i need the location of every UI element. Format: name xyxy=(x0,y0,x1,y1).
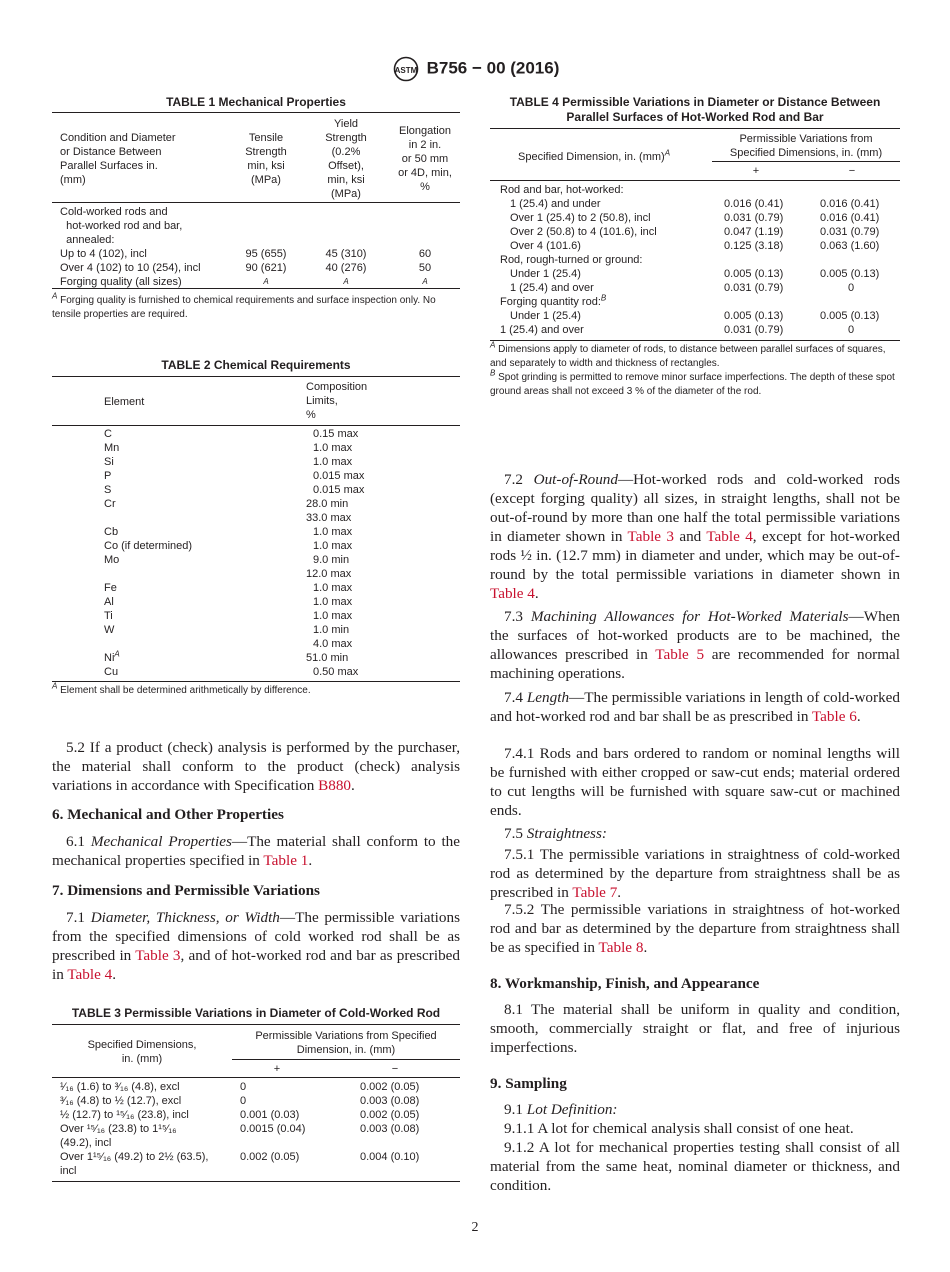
para-7-4-1: 7.4.1 Rods and bars ordered to random or nominal lengths will be furnished with either cropped or saw-cut ends; material ordered to cut lengths will be furnished with square saw-cut or machined ends. xyxy=(490,745,900,819)
table4-bottom-rule xyxy=(490,340,900,341)
table4-plus-cell: 0.047 (1.19) xyxy=(724,226,784,238)
table1-col-elongation: or 50 mm xyxy=(401,153,449,165)
table4-row-label: Rod, rough-turned or ground: xyxy=(500,254,643,266)
para-7-1: 7.1 Diameter, Thickness, or Width—The permissible variations from the specified dimensions of cold worked rod shall be as prescribed in Table 3, and of hot-worked rod and bar as prescribed in Table 4. xyxy=(52,909,460,983)
table4-row-label: 1 (25.4) and over xyxy=(510,282,594,294)
table1-col-condition: Condition and Diameter xyxy=(60,132,176,144)
table3-minus-cell: 0.003 (0.08) xyxy=(360,1123,420,1135)
link-b880[interactable]: B880 xyxy=(318,777,352,794)
designation: B756 − 00 (2016) xyxy=(426,58,560,78)
page-number: 2 xyxy=(471,1220,479,1235)
table1-cell-yield: A xyxy=(343,277,349,286)
table1-row-label: hot-worked rod and bar, xyxy=(60,220,183,232)
table1-footnote: $^A$ Forging quality is furnished to chemical requirements and surface inspection only. No tensile properties are required. xyxy=(52,291,436,320)
table2-limit: 0.015 max xyxy=(313,470,365,482)
table3-bottom-rule xyxy=(52,1181,460,1182)
table4-plus-cell: 0.031 (0.79) xyxy=(724,282,784,294)
table1-cell-tensile: 90 (621) xyxy=(245,262,287,274)
para-7-2: 7.2 Out-of-Round—Hot-worked rods and cold-worked rods (except forging quality) all sizes, in straight lengths, shall not be out-of-round by more than one half the total permissible variations in diameter shown in Table 3 and Table 4, except for hot-worked rods ½ in. (12.7 mm) in diameter and under, which may be out-of-round by the total permissible variations in diameter shown in Table 4. xyxy=(490,471,901,602)
table2-top-rule xyxy=(52,376,460,377)
table3-dimension: Over ¹⁵⁄₁₆ (23.8) to 1¹⁵⁄₁₆ xyxy=(60,1123,177,1135)
table3-col-variations: Dimension, in. (mm) xyxy=(296,1044,396,1056)
table2-col-element: Element xyxy=(104,396,145,408)
table3-dimension: ¹⁄₁₆ (1.6) to ³⁄₁₆ (4.8), excl xyxy=(60,1081,180,1093)
table2-limit: 1.0 max xyxy=(313,610,353,622)
table1-cell-elongation: 50 xyxy=(418,262,432,274)
table4-row-label: Under 1 (25.4) xyxy=(510,310,581,322)
table4-row-label: 1 (25.4) and under xyxy=(510,198,601,210)
table2-element: Cu xyxy=(104,666,119,678)
table4-plus-cell: 0.016 (0.41) xyxy=(724,198,784,210)
table2-limit: 9.0 min xyxy=(313,554,350,566)
table4-col-variations: Permissible Variations from xyxy=(739,133,873,145)
table2-limit: 51.0 min xyxy=(306,652,349,664)
table2-element: S xyxy=(104,484,112,496)
table1-cell-elongation: 60 xyxy=(418,248,432,260)
para-7-5-1: 7.5.1 The permissible variations in straightness of cold-worked rod as determined by the departure from straightness shall be as prescribed in Table 7. xyxy=(490,846,900,901)
table4-minus-cell: 0.005 (0.13) xyxy=(820,268,880,280)
table4-col-dimension: Specified Dimension, in. (mm)$^A$ xyxy=(518,148,671,163)
para-6-1: 6.1 Mechanical Properties—The material shall conform to the mechanical properties specified in Table 1. xyxy=(52,833,461,869)
table1-row-label: Cold-worked rods and xyxy=(60,206,168,218)
link-table8[interactable]: Table 8 xyxy=(598,939,644,956)
table1-col-yield: min, ksi xyxy=(327,174,365,186)
table3-minus-cell: 0.004 (0.10) xyxy=(360,1151,420,1163)
table1-col-condition: (mm) xyxy=(60,174,86,186)
table3-top-rule xyxy=(52,1024,460,1025)
table2-limit: 1.0 min xyxy=(313,624,350,636)
table1-col-tensile: Tensile xyxy=(248,132,284,144)
link-table5[interactable]: Table 5 xyxy=(655,646,705,663)
table4-minus: − xyxy=(848,165,856,177)
table4-footnote-a: $^A$ Dimensions apply to diameter of rods, to distance between parallel surfaces of squares, and separately to width and thickness of rectangles. xyxy=(490,340,886,369)
table2-element: Co (if determined) xyxy=(104,540,193,552)
table3-dimension: ³⁄₁₆ (4.8) to ½ (12.7), excl xyxy=(60,1095,182,1107)
table4-minus-cell: 0.031 (0.79) xyxy=(820,226,880,238)
astm-logo-icon xyxy=(391,56,421,82)
table3-col-dimensions: in. (mm) xyxy=(121,1053,163,1065)
table1-col-yield: Offset), xyxy=(328,160,364,172)
table2-limit: 33.0 max xyxy=(306,512,352,524)
table1-col-yield: (0.2% xyxy=(331,146,361,158)
table3-plus-cell: 0.002 (0.05) xyxy=(240,1151,300,1163)
link-table1[interactable]: Table 1 xyxy=(263,852,309,869)
table1-cell-tensile: A xyxy=(263,277,269,286)
table4-plus-cell: 0.125 (3.18) xyxy=(724,240,784,252)
table3-plus-cell: 0 xyxy=(240,1081,247,1093)
table2-element: Si xyxy=(104,456,114,468)
table1-cell-elongation: A xyxy=(422,277,428,286)
table2-limit: 1.0 max xyxy=(313,526,353,538)
para-7-5: 7.5 Straightness: xyxy=(504,825,607,842)
para-7-5-2: 7.5.2 The permissible variations in straightness of hot-worked rod and bar as determined by the departure from straightness shall be as specified in Table 8. xyxy=(490,901,900,956)
table1-row-label: Forging quality (all sizes) xyxy=(60,276,182,288)
table1-cell-tensile: 95 (655) xyxy=(245,248,287,260)
table3-dimension: incl xyxy=(60,1165,77,1177)
para-7-3: 7.3 Machining Allowances for Hot-Worked Materials—When the surfaces of hot-worked products are to be machined, the allowances prescribed in Table 5 are recommended for normal machining operations. xyxy=(490,608,901,682)
table1-col-yield: (MPa) xyxy=(331,188,361,200)
table2-footnote: $^A$ Element shall be determined arithmetically by difference. xyxy=(52,681,311,696)
table4-minus-cell: 0.063 (1.60) xyxy=(820,240,880,252)
table2-element: Mo xyxy=(104,554,120,566)
table2-element: Ti xyxy=(104,610,113,622)
link-table3[interactable]: Table 3 xyxy=(135,947,181,964)
table4-plus-cell: 0.031 (0.79) xyxy=(724,212,784,224)
link-table6[interactable]: Table 6 xyxy=(811,708,857,725)
table1-col-condition: or Distance Between xyxy=(60,146,162,158)
table3-plus-cell: 0.001 (0.03) xyxy=(240,1109,300,1121)
table2-element: Cr xyxy=(104,498,116,510)
table3-minus: − xyxy=(391,1063,399,1075)
table4-top-rule xyxy=(490,128,900,129)
link-table4[interactable]: Table 4 xyxy=(67,966,113,983)
table4-minus-cell: 0 xyxy=(848,282,855,294)
table2-limit: 1.0 max xyxy=(313,456,353,468)
link-table4-b[interactable]: Table 4 xyxy=(706,528,753,545)
table2-limit: 0.15 max xyxy=(313,428,359,440)
table4-col-variations: Specified Dimensions, in. (mm) xyxy=(729,147,883,159)
table1-bottom-rule xyxy=(52,288,460,289)
table4-sub-rule xyxy=(712,161,900,162)
table4-row-label: Over 4 (101.6) xyxy=(510,240,581,252)
heading-7: 7. Dimensions and Permissible Variations xyxy=(52,882,320,899)
table3-minus-cell: 0.002 (0.05) xyxy=(360,1081,420,1093)
table4-row-label: Under 1 (25.4) xyxy=(510,268,581,280)
table4-minus-cell: 0.016 (0.41) xyxy=(820,198,880,210)
table3-dimension: ½ (12.7) to ¹⁵⁄₁₆ (23.8), incl xyxy=(60,1109,189,1121)
table2-col-composition: % xyxy=(306,409,316,421)
table2-limit: 1.0 max xyxy=(313,540,353,552)
table1-row-label: annealed: xyxy=(60,234,115,246)
table1-top-rule xyxy=(52,112,460,113)
table4-minus-cell: 0.005 (0.13) xyxy=(820,310,880,322)
table1-col-condition: Parallel Surfaces in. xyxy=(60,160,158,172)
table4-plus: + xyxy=(752,165,760,177)
svg-text:ASTM: ASTM xyxy=(394,66,417,75)
table4-head-rule xyxy=(490,180,900,181)
table1-col-tensile: (MPa) xyxy=(251,174,281,186)
table2-element: Mn xyxy=(104,442,120,454)
table2-caption: TABLE 2 Chemical Requirements xyxy=(161,358,351,372)
link-table4-c[interactable]: Table 4 xyxy=(490,585,535,602)
table2-col-composition: Limits, xyxy=(306,395,338,407)
table4-plus-cell: 0.005 (0.13) xyxy=(724,268,784,280)
para-9-1-2: 9.1.2 A lot for mechanical properties testing shall consist of all material from the same heat, nominal diameter or thickness, and condition. xyxy=(490,1139,900,1194)
table2-limit: 12.0 max xyxy=(306,568,352,580)
table2-limit: 1.0 max xyxy=(313,596,353,608)
table1-col-elongation: in 2 in. xyxy=(408,139,442,151)
table1-col-yield: Yield xyxy=(333,118,359,130)
para-8-1: 8.1 The material shall be uniform in quality and condition, smooth, commercially straight or flat, and free of injurious imperfections. xyxy=(490,1001,900,1056)
table4-row-sup: B xyxy=(600,293,607,303)
para-9-1: 9.1 Lot Definition: xyxy=(504,1101,618,1118)
table1-head-rule xyxy=(52,202,460,203)
heading-9: 9. Sampling xyxy=(490,1075,567,1092)
link-table7[interactable]: Table 7 xyxy=(572,884,618,901)
table2-bottom-rule xyxy=(52,681,460,682)
table4-row-label: Rod and bar, hot-worked: xyxy=(500,184,624,196)
table1-cell-yield: 45 (310) xyxy=(325,248,367,260)
table2-element-sup: A xyxy=(114,649,120,659)
table3-sub-rule xyxy=(232,1059,460,1060)
table1-col-tensile: min, ksi xyxy=(247,160,285,172)
table3-plus: + xyxy=(273,1063,281,1075)
table4-caption: TABLE 4 Permissible Variations in Diameter or Distance Between Parallel Surfaces of Hot-Worked Rod and Bar xyxy=(509,95,881,124)
table2-element: C xyxy=(104,428,112,440)
table1-col-elongation: Elongation xyxy=(399,125,451,137)
heading-8: 8. Workmanship, Finish, and Appearance xyxy=(490,975,760,992)
table3-col-dimensions: Specified Dimensions, xyxy=(87,1039,197,1051)
page-header xyxy=(0,56,950,82)
table2-element: $Ni^A$ xyxy=(104,649,120,664)
table4-row-label: Forging quantity rod:$^B$ xyxy=(500,293,607,308)
para-5-2: 5.2 If a product (check) analysis is performed by the purchaser, the material shall conform to the product (check) analysis variations in accordance with Specification B880. xyxy=(52,739,460,794)
table4-plus-cell: 0.005 (0.13) xyxy=(724,310,784,322)
table1-row-label: Up to 4 (102), incl xyxy=(60,248,147,260)
table3-head-rule xyxy=(52,1077,460,1078)
table4-row-label: Over 2 (50.8) to 4 (101.6), incl xyxy=(510,226,657,238)
table2-limit: 28.0 min xyxy=(306,498,349,510)
table3-col-variations: Permissible Variations from Specified xyxy=(255,1030,437,1042)
table3-dimension: Over 1¹⁵⁄₁₆ (49.2) to 2½ (63.5), xyxy=(60,1151,209,1163)
table2-element: Cb xyxy=(104,526,119,538)
table4-footnote-b: $^B$ Spot grinding is permitted to remove minor surface imperfections. The depth of these spot ground areas shall not exceed 3 % of the diameter of the rod. xyxy=(490,368,895,397)
table3-minus-cell: 0.002 (0.05) xyxy=(360,1109,420,1121)
table3-plus-cell: 0.0015 (0.04) xyxy=(240,1123,306,1135)
table3-dimension: (49.2), incl xyxy=(60,1137,112,1149)
table1-cell-yield: 40 (276) xyxy=(325,262,367,274)
table3-plus-cell: 0 xyxy=(240,1095,247,1107)
table2-limit: 0.50 max xyxy=(313,666,359,678)
table2-col-composition: Composition xyxy=(306,381,368,393)
table2-limit: 1.0 max xyxy=(313,442,353,454)
table4-plus-cell: 0.031 (0.79) xyxy=(724,324,784,336)
table1-col-tensile: Strength xyxy=(245,146,287,158)
table1-col-elongation: % xyxy=(420,181,430,193)
table2-element: P xyxy=(104,470,112,482)
table4-minus-cell: 0 xyxy=(848,324,855,336)
table1-row-label: Over 4 (102) to 10 (254), incl xyxy=(60,262,201,274)
table2-element: W xyxy=(104,624,115,636)
para-7-4: 7.4 Length—The permissible variations in length of cold-worked and hot-worked rod and bar shall be as prescribed in Table 6. xyxy=(490,689,901,725)
table2-element: Al xyxy=(104,596,114,608)
para-9-1-1: 9.1.1 A lot for chemical analysis shall consist of one heat. xyxy=(504,1120,854,1137)
table2-limit: 4.0 max xyxy=(313,638,353,650)
table4-minus-cell: 0.016 (0.41) xyxy=(820,212,880,224)
table4-row-label: 1 (25.4) and over xyxy=(500,324,584,336)
table2-limit: 0.015 max xyxy=(313,484,365,496)
link-table3-b[interactable]: Table 3 xyxy=(627,528,674,545)
table1-caption: TABLE 1 Mechanical Properties xyxy=(166,95,346,109)
table1-col-elongation: or 4D, min, xyxy=(398,167,452,179)
table2-element: Fe xyxy=(104,582,117,594)
table3-minus-cell: 0.003 (0.08) xyxy=(360,1095,420,1107)
table2-head-rule xyxy=(52,425,460,426)
table4-row-label: Over 1 (25.4) to 2 (50.8), incl xyxy=(510,212,651,224)
table2-limit: 1.0 max xyxy=(313,582,353,594)
table3-caption: TABLE 3 Permissible Variations in Diameter of Cold-Worked Rod xyxy=(71,1006,441,1020)
heading-6: 6. Mechanical and Other Properties xyxy=(52,806,284,823)
table1-col-yield: Strength xyxy=(325,132,367,144)
